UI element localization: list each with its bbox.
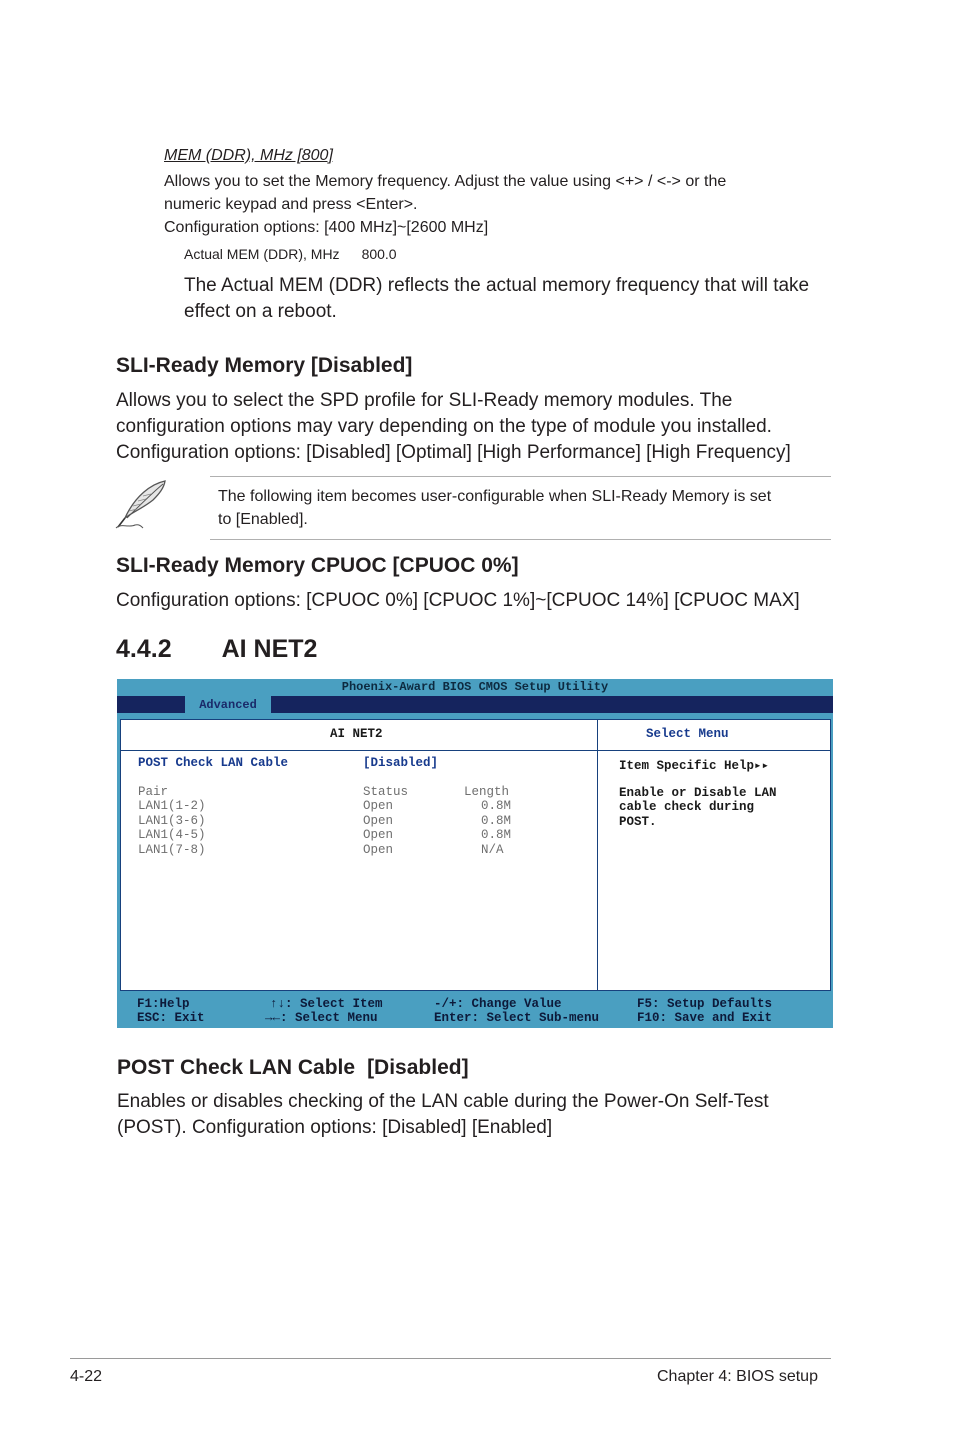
actual-mem-value: 800.0	[361, 246, 397, 262]
sli-memory-description	[116, 388, 836, 466]
table-row-status: Open	[363, 843, 394, 857]
bios-menubar	[117, 696, 833, 713]
key-setup-defaults: F5: Setup Defaults	[637, 997, 773, 1011]
key-help: F1:Help	[137, 997, 190, 1011]
actual-mem-label: Actual MEM (DDR), MHz	[184, 246, 340, 262]
panel-header-divider	[121, 750, 830, 751]
cpuoc-heading: SLI-Ready Memory CPUOC [CPUOC 0%]	[116, 554, 519, 577]
key-change-value: -/+: Change Value	[434, 997, 562, 1011]
note-top-rule	[210, 476, 831, 477]
double-chevron-right-icon: ▸▸	[754, 759, 770, 773]
table-row-status: Open	[363, 799, 394, 813]
key-exit: ESC: Exit	[137, 1011, 205, 1025]
key-select-menu: →←: Select Menu	[265, 1011, 378, 1025]
post-check-lan-value[interactable]: [Disabled]	[363, 756, 439, 770]
actual-mem-note-line1: The Actual MEM (DDR) reflects the actual memory frequency that will take	[184, 275, 810, 296]
actual-mem-note	[184, 273, 844, 325]
page-number: 4-22	[70, 1368, 103, 1385]
help-line: Enable or Disable LAN	[619, 786, 777, 800]
bios-screen	[117, 679, 833, 1028]
key-sub-menu: Enter: Select Sub-menu	[434, 1011, 600, 1025]
bios-keybar	[117, 995, 833, 1028]
table-row-pair: LAN1(1-2)	[138, 799, 206, 813]
sli-memory-heading: SLI-Ready Memory [Disabled]	[116, 354, 413, 377]
help-heading-text: Item Specific Help	[619, 759, 755, 773]
sli-desc-line3: Configuration options: [Disabled] [Optimal] [High Performance] [High Frequency]	[116, 442, 791, 463]
footer-rule	[70, 1358, 831, 1359]
panel-column-divider	[597, 720, 598, 990]
table-row-length: 0.8M	[481, 828, 512, 842]
sli-desc-line1: Allows you to select the SPD profile for SLI-Ready memory modules. The	[116, 390, 733, 411]
table-row-pair: LAN1(7-8)	[138, 843, 206, 857]
post-check-description	[117, 1089, 817, 1141]
col-header-length: Length	[464, 785, 510, 799]
col-header-status: Status	[363, 785, 409, 799]
table-row-pair: LAN1(3-6)	[138, 814, 206, 828]
section-number: 4.4.2	[116, 635, 172, 663]
post-desc-line2: (POST). Configuration options: [Disabled] [Enabled]	[117, 1117, 553, 1138]
table-row-length: 0.8M	[481, 814, 512, 828]
col-header-pair: Pair	[138, 785, 169, 799]
sli-desc-line2: configuration options may vary depending on the type of module you installed.	[116, 416, 772, 437]
post-check-heading-label: POST Check LAN Cable	[117, 1056, 356, 1079]
bios-title: Phoenix-Award BIOS CMOS Setup Utility	[341, 680, 609, 694]
tab-advanced[interactable]: Advanced	[185, 696, 271, 713]
sli-note-text	[218, 485, 823, 531]
help-title: Select Menu	[646, 727, 729, 741]
help-line: cable check during	[619, 800, 755, 814]
feather-pen-icon	[113, 478, 171, 530]
chapter-title: Chapter 4: BIOS setup	[657, 1368, 818, 1385]
mem-desc-line3: Configuration options: [400 MHz]~[2600 MHz]	[164, 219, 489, 236]
post-check-lan-item[interactable]: POST Check LAN Cable	[138, 756, 289, 770]
help-line: POST.	[619, 815, 657, 829]
post-check-heading-value: [Disabled]	[367, 1056, 469, 1079]
key-select-item: ↑↓: Select Item	[270, 997, 383, 1011]
mem-description	[164, 170, 804, 239]
post-desc-line1: Enables or disables checking of the LAN cable during the Power-On Self-Test	[117, 1091, 769, 1112]
section-heading	[116, 635, 317, 664]
key-save-exit: F10: Save and Exit	[637, 1011, 773, 1025]
sli-note-line1: The following item becomes user-configurable when SLI-Ready Memory is set	[218, 488, 772, 505]
table-row-status: Open	[363, 828, 394, 842]
post-check-heading	[117, 1056, 469, 1080]
table-row-pair: LAN1(4-5)	[138, 828, 206, 842]
sli-note-line2: to [Enabled].	[218, 511, 308, 528]
bios-panel	[120, 719, 831, 991]
table-row-length: N/A	[481, 843, 504, 857]
table-row-status: Open	[363, 814, 394, 828]
panel-title: AI NET2	[330, 727, 383, 741]
actual-mem-note-line2: effect on a reboot.	[184, 301, 337, 322]
table-row-length: 0.8M	[481, 799, 512, 813]
actual-mem-readout	[184, 246, 397, 262]
mem-item-title: MEM (DDR), MHz [800]	[164, 147, 333, 164]
cpuoc-options: Configuration options: [CPUOC 0%] [CPUOC 1%]~[CPUOC 14%] [CPUOC MAX]	[116, 590, 800, 611]
mem-desc-line2: numeric keypad and press <Enter>.	[164, 196, 418, 213]
note-bottom-rule	[210, 539, 831, 540]
help-heading	[619, 757, 769, 773]
section-title: AI NET2	[221, 635, 318, 663]
mem-desc-line1: Allows you to set the Memory frequency. Adjust the value using <+> / <-> or the	[164, 173, 727, 190]
